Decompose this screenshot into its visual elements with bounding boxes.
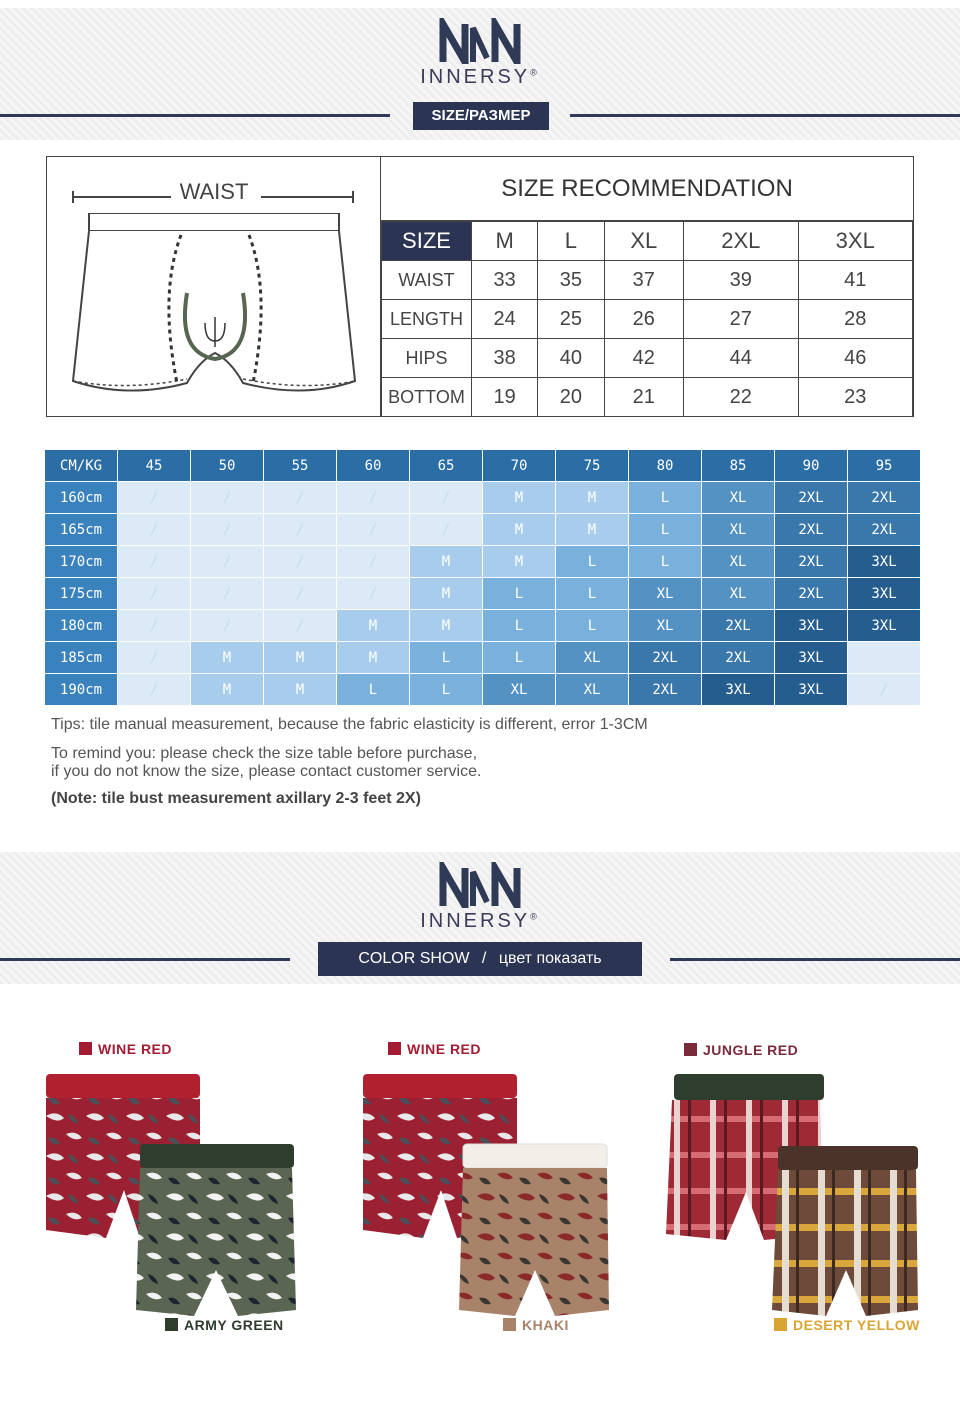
fit-grid-cell: M xyxy=(337,642,409,673)
fit-grid-row xyxy=(45,482,920,513)
fit-grid-cell: / xyxy=(191,610,263,641)
fit-grid-cell: 3XL xyxy=(775,674,847,705)
fit-grid-cell: / xyxy=(410,482,482,513)
height-label-cell: 180cm xyxy=(45,610,117,641)
fit-grid-corner: CM/KG xyxy=(45,450,117,481)
tip-note: (Note: tile bust measurement axillary 2-3 feet 2X) xyxy=(51,790,421,807)
fit-grid-cell: / xyxy=(264,610,336,641)
fit-grid xyxy=(44,449,921,706)
row-label: LENGTH xyxy=(382,300,472,339)
size-header-cell: M xyxy=(472,222,538,261)
fit-grid-cell: / xyxy=(264,482,336,513)
fit-grid-cell: / xyxy=(118,578,190,609)
fit-grid-cell: M xyxy=(410,610,482,641)
fit-grid-cell: L xyxy=(410,642,482,673)
fit-grid-cell: XL xyxy=(702,514,774,545)
fit-grid-cell: / xyxy=(337,514,409,545)
weight-header-cell: 80 xyxy=(629,450,701,481)
fit-grid-cell: M xyxy=(483,514,555,545)
color-ribbon-ru: цвет показать xyxy=(498,950,602,967)
height-label-cell: 190cm xyxy=(45,674,117,705)
table-row xyxy=(382,300,913,339)
product-image-wine-red-khaki xyxy=(355,1070,615,1320)
height-label-cell: 175cm xyxy=(45,578,117,609)
fit-grid-cell: L xyxy=(629,546,701,577)
fit-grid-cell: 3XL xyxy=(775,642,847,673)
fit-grid-cell: M xyxy=(556,514,628,545)
table-cell: 24 xyxy=(472,300,538,339)
table-cell: 41 xyxy=(798,261,912,300)
weight-header-cell: 50 xyxy=(191,450,263,481)
table-row xyxy=(382,339,913,378)
fit-grid-row xyxy=(45,546,920,577)
weight-header-cell: 65 xyxy=(410,450,482,481)
size-header-cell: SIZE xyxy=(382,222,472,261)
fit-grid-cell: / xyxy=(118,610,190,641)
fit-grid-cell: M xyxy=(191,674,263,705)
size-ribbon xyxy=(413,102,549,130)
fit-grid-cell: 2XL xyxy=(702,610,774,641)
brand-reg: ® xyxy=(530,911,540,922)
product-image-wine-red-army-green xyxy=(44,1070,304,1320)
ribbon-line-right xyxy=(570,114,960,117)
fit-grid-header xyxy=(45,450,920,481)
row-label: HIPS xyxy=(382,339,472,378)
size-table xyxy=(381,221,913,417)
table-cell: 42 xyxy=(604,339,684,378)
table-row xyxy=(382,378,913,417)
fit-grid-row xyxy=(45,610,920,641)
fit-grid-cell: M xyxy=(410,578,482,609)
brand-reg: ® xyxy=(530,67,540,78)
fit-grid-cell: L xyxy=(629,514,701,545)
table-cell: 38 xyxy=(472,339,538,378)
fit-grid-cell: / xyxy=(118,482,190,513)
fit-grid-cell: 2XL xyxy=(629,674,701,705)
swatch-square-icon xyxy=(774,1318,787,1331)
fit-grid-cell: 2XL xyxy=(775,482,847,513)
fit-grid-cell: / xyxy=(337,578,409,609)
fit-grid-cell: L xyxy=(483,578,555,609)
color-swatch-bottom: DESERT YELLOW xyxy=(774,1317,920,1333)
table-cell: 46 xyxy=(798,339,912,378)
fit-grid-cell: 2XL xyxy=(775,578,847,609)
innersy-mark-icon xyxy=(435,18,525,64)
fit-grid-cell: XL xyxy=(556,642,628,673)
height-label-cell: 170cm xyxy=(45,546,117,577)
fit-grid-cell: L xyxy=(556,610,628,641)
fit-grid-row xyxy=(45,578,920,609)
table-cell: 28 xyxy=(798,300,912,339)
row-label: WAIST xyxy=(382,261,472,300)
fit-grid-cell: 3XL xyxy=(702,674,774,705)
color-swatch-bottom: KHAKI xyxy=(503,1317,569,1333)
color-swatch-bottom: ARMY GREEN xyxy=(165,1317,284,1333)
fit-grid-cell: 2XL xyxy=(775,546,847,577)
table-cell: 40 xyxy=(538,339,604,378)
fit-grid-row xyxy=(45,642,920,673)
weight-header-cell: 60 xyxy=(337,450,409,481)
weight-header-cell: 90 xyxy=(775,450,847,481)
fit-grid-cell: 3XL xyxy=(848,578,920,609)
brand-name: INNERSY xyxy=(420,66,531,88)
fit-grid-cell: M xyxy=(337,610,409,641)
fit-grid-cell: 2XL xyxy=(702,642,774,673)
brand-logo xyxy=(0,18,960,89)
table-cell: 33 xyxy=(472,261,538,300)
fit-grid-cell: / xyxy=(337,482,409,513)
fit-grid-cell: / xyxy=(191,482,263,513)
size-header-cell: 3XL xyxy=(798,222,912,261)
row-label: BOTTOM xyxy=(382,378,472,417)
fit-grid-cell: 2XL xyxy=(848,482,920,513)
height-label-cell: 165cm xyxy=(45,514,117,545)
fit-grid-cell: M xyxy=(264,674,336,705)
height-label-cell: 160cm xyxy=(45,482,117,513)
table-row xyxy=(382,261,913,300)
table-cell: 21 xyxy=(604,378,684,417)
size-recommendation-title: SIZE RECOMMENDATION xyxy=(381,157,913,221)
fit-grid-cell: / xyxy=(264,514,336,545)
ribbon-line-left xyxy=(0,958,290,961)
fit-grid-cell: L xyxy=(337,674,409,705)
fit-grid-cell: L xyxy=(629,482,701,513)
fit-grid-cell: / xyxy=(264,546,336,577)
weight-header-cell: 75 xyxy=(556,450,628,481)
size-recommendation-box xyxy=(46,156,914,417)
swatch-square-icon xyxy=(503,1318,516,1331)
fit-grid-cell: / xyxy=(118,674,190,705)
swatch-square-icon xyxy=(165,1318,178,1331)
fit-grid-cell: 2XL xyxy=(629,642,701,673)
size-header-cell: 2XL xyxy=(684,222,798,261)
fit-grid-cell: XL xyxy=(702,546,774,577)
height-label-cell: 185cm xyxy=(45,642,117,673)
fit-grid-cell: / xyxy=(118,546,190,577)
color-swatch-top: JUNGLE RED xyxy=(684,1042,798,1058)
fit-grid-cell: M xyxy=(483,546,555,577)
fit-grid-cell: L xyxy=(410,674,482,705)
product-image-jungle-red-desert-yellow xyxy=(660,1070,920,1320)
fit-grid-cell: XL xyxy=(483,674,555,705)
brand-logo xyxy=(0,862,960,933)
size-header-cell: XL xyxy=(604,222,684,261)
color-ribbon-sep: / xyxy=(481,950,487,967)
table-cell: 23 xyxy=(798,378,912,417)
waist-label: WAIST xyxy=(179,179,249,204)
fit-grid-cell: M xyxy=(556,482,628,513)
fit-grid-row xyxy=(45,514,920,545)
brand-name: INNERSY xyxy=(420,910,531,932)
table-cell: 22 xyxy=(684,378,798,417)
color-swatch-top: WINE RED xyxy=(79,1041,172,1057)
fit-grid-cell: / xyxy=(337,546,409,577)
fit-grid-cell: M xyxy=(483,482,555,513)
fit-grid-cell: / xyxy=(848,674,920,705)
fit-grid-cell: 2XL xyxy=(775,514,847,545)
swatch-square-icon xyxy=(684,1043,697,1056)
fit-grid-cell: M xyxy=(264,642,336,673)
fit-grid-cell: / xyxy=(191,546,263,577)
fit-grid-cell: 3XL xyxy=(848,610,920,641)
table-cell: 39 xyxy=(684,261,798,300)
fit-grid-cell: 2XL xyxy=(848,514,920,545)
color-ribbon xyxy=(318,942,642,976)
fit-grid-cell: XL xyxy=(702,482,774,513)
fit-grid-cell: / xyxy=(118,642,190,673)
tip-line: To remind you: please check the size table before purchase, xyxy=(51,745,478,762)
fit-grid-cell: L xyxy=(483,610,555,641)
tip-line: if you do not know the size, please contact customer service. xyxy=(51,763,482,780)
weight-header-cell: 95 xyxy=(848,450,920,481)
size-header-cell: L xyxy=(538,222,604,261)
table-cell: 25 xyxy=(538,300,604,339)
fit-grid-cell: L xyxy=(483,642,555,673)
size-table-header xyxy=(382,222,913,261)
boxer-outline-icon xyxy=(47,213,381,403)
table-cell: 44 xyxy=(684,339,798,378)
weight-header-cell: 45 xyxy=(118,450,190,481)
swatch-square-icon xyxy=(79,1042,92,1055)
fit-grid-cell: XL xyxy=(629,610,701,641)
fit-grid-cell: / xyxy=(191,578,263,609)
fit-grid-cell: L xyxy=(556,546,628,577)
ribbon-line-left xyxy=(0,114,390,117)
fit-grid-cell: / xyxy=(264,578,336,609)
table-cell: 26 xyxy=(604,300,684,339)
fit-grid-cell: M xyxy=(191,642,263,673)
table-cell: 35 xyxy=(538,261,604,300)
color-ribbon-en: COLOR SHOW xyxy=(358,950,470,967)
fit-grid-cell: / xyxy=(118,514,190,545)
table-cell: 20 xyxy=(538,378,604,417)
fit-grid-cell: / xyxy=(410,514,482,545)
fit-grid-row xyxy=(45,674,920,705)
table-cell: 27 xyxy=(684,300,798,339)
table-cell: 19 xyxy=(472,378,538,417)
tip-line: Tips: tile manual measurement, because the fabric elasticity is different, error 1-3CM xyxy=(51,716,648,733)
size-ribbon-label: SIZE/РАЗМЕР xyxy=(431,107,531,124)
ribbon-line-right xyxy=(670,958,960,961)
swatch-square-icon xyxy=(388,1042,401,1055)
weight-header-cell: 70 xyxy=(483,450,555,481)
color-swatch-top: WINE RED xyxy=(388,1041,481,1057)
fit-grid-cell xyxy=(848,642,920,673)
fit-grid-cell: M xyxy=(410,546,482,577)
innersy-mark-icon xyxy=(435,862,525,908)
fit-grid-cell: XL xyxy=(702,578,774,609)
fit-grid-cell: / xyxy=(191,514,263,545)
weight-header-cell: 55 xyxy=(264,450,336,481)
garment-diagram xyxy=(47,157,381,416)
fit-grid-cell: XL xyxy=(556,674,628,705)
weight-header-cell: 85 xyxy=(702,450,774,481)
table-cell: 37 xyxy=(604,261,684,300)
fit-grid-cell: L xyxy=(556,578,628,609)
fit-grid-cell: XL xyxy=(629,578,701,609)
fit-grid-cell: 3XL xyxy=(848,546,920,577)
fit-grid-cell: 3XL xyxy=(775,610,847,641)
